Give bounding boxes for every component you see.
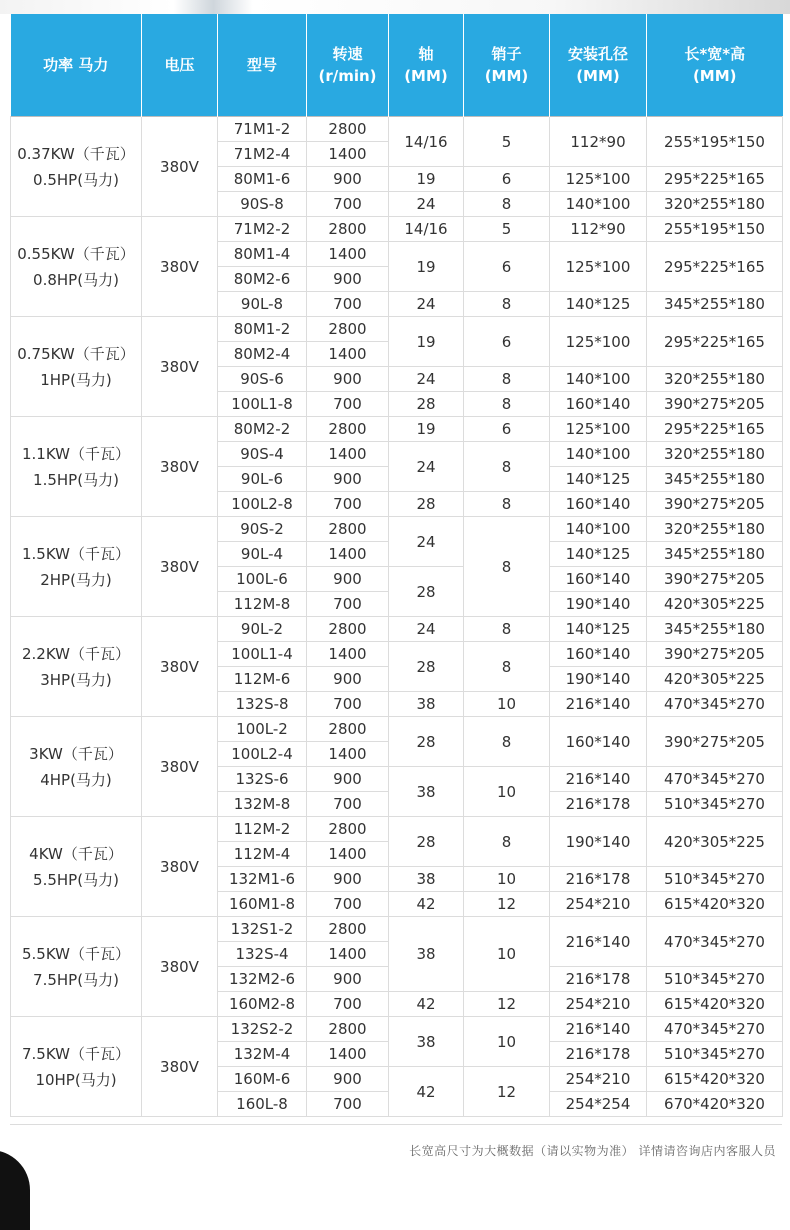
dimensions-cell: 345*255*180 — [647, 617, 783, 642]
speed-cell: 2800 — [307, 517, 389, 542]
power-cell — [11, 717, 142, 817]
shaft-cell: 19 — [389, 417, 464, 442]
header-pin: 销子 (MM) — [464, 14, 550, 117]
speed-cell: 900 — [307, 167, 389, 192]
dimensions-cell: 320*255*180 — [647, 517, 783, 542]
dimensions-cell: 615*420*320 — [647, 1067, 783, 1092]
speed-cell: 1400 — [307, 1042, 389, 1067]
speed-cell: 1400 — [307, 742, 389, 767]
model-cell: 160M-6 — [218, 1067, 307, 1092]
model-cell: 132S-6 — [218, 767, 307, 792]
mounting-hole-cell: 216*140 — [550, 1017, 647, 1042]
model-cell: 132S-8 — [218, 692, 307, 717]
voltage-cell: 380V — [142, 617, 218, 717]
pin-cell: 8 — [464, 517, 550, 617]
mounting-hole-cell: 254*210 — [550, 892, 647, 917]
speed-cell: 700 — [307, 992, 389, 1017]
shaft-cell: 19 — [389, 317, 464, 367]
model-cell: 100L1-4 — [218, 642, 307, 667]
model-cell: 90L-2 — [218, 617, 307, 642]
power-cell — [11, 417, 142, 517]
dimensions-cell: 345*255*180 — [647, 292, 783, 317]
mounting-hole-cell: 216*140 — [550, 917, 647, 967]
model-cell: 132M-4 — [218, 1042, 307, 1067]
speed-cell: 700 — [307, 492, 389, 517]
shaft-cell: 42 — [389, 1067, 464, 1117]
mounting-hole-cell: 125*100 — [550, 167, 647, 192]
power-cell — [11, 217, 142, 317]
table-header-row — [11, 14, 783, 117]
table-row — [11, 617, 783, 642]
shaft-cell: 19 — [389, 242, 464, 292]
power-kw: 5.5KW（千瓦） — [22, 944, 130, 963]
dimensions-cell: 255*195*150 — [647, 117, 783, 167]
shaft-cell: 24 — [389, 292, 464, 317]
pin-cell: 10 — [464, 917, 550, 992]
speed-cell: 1400 — [307, 842, 389, 867]
speed-cell: 1400 — [307, 342, 389, 367]
model-cell: 80M2-4 — [218, 342, 307, 367]
pin-cell: 12 — [464, 1067, 550, 1117]
pin-cell: 10 — [464, 1017, 550, 1067]
pin-cell: 8 — [464, 642, 550, 692]
table-body — [11, 117, 783, 1117]
header-power: 功率 马力 — [11, 14, 142, 117]
dimensions-cell: 345*255*180 — [647, 467, 783, 492]
header-shaft: 轴 (MM) — [389, 14, 464, 117]
power-kw: 0.75KW（千瓦） — [17, 344, 135, 363]
shaft-cell: 28 — [389, 717, 464, 767]
model-cell: 160L-8 — [218, 1092, 307, 1117]
pin-cell: 8 — [464, 717, 550, 767]
model-cell: 132S-4 — [218, 942, 307, 967]
pin-cell: 8 — [464, 192, 550, 217]
dimensions-cell: 390*275*205 — [647, 717, 783, 767]
mounting-hole-cell: 125*100 — [550, 242, 647, 292]
speed-cell: 700 — [307, 392, 389, 417]
shaft-cell: 24 — [389, 442, 464, 492]
dimensions-cell: 510*345*270 — [647, 792, 783, 817]
header-mounting-hole: 安装孔径 (MM) — [550, 14, 647, 117]
model-cell: 80M1-4 — [218, 242, 307, 267]
model-cell: 100L1-8 — [218, 392, 307, 417]
shaft-cell: 38 — [389, 867, 464, 892]
speed-cell: 900 — [307, 567, 389, 592]
speed-cell: 2800 — [307, 817, 389, 842]
speed-cell: 700 — [307, 1092, 389, 1117]
speed-cell: 2800 — [307, 117, 389, 142]
mounting-hole-cell: 216*178 — [550, 1042, 647, 1067]
dimensions-cell: 670*420*320 — [647, 1092, 783, 1117]
power-hp: 3HP(马力) — [40, 670, 112, 689]
shaft-cell: 28 — [389, 642, 464, 692]
model-cell: 132S2-2 — [218, 1017, 307, 1042]
model-cell: 132M1-6 — [218, 867, 307, 892]
voltage-cell: 380V — [142, 317, 218, 417]
mounting-hole-cell: 216*178 — [550, 867, 647, 892]
header-speed: 转速 (r/min) — [307, 14, 389, 117]
model-cell: 80M2-2 — [218, 417, 307, 442]
power-cell — [11, 317, 142, 417]
dimensions-cell: 510*345*270 — [647, 1042, 783, 1067]
speed-cell: 900 — [307, 867, 389, 892]
speed-cell: 2800 — [307, 617, 389, 642]
speed-cell: 1400 — [307, 142, 389, 167]
model-cell: 112M-8 — [218, 592, 307, 617]
speed-cell: 900 — [307, 667, 389, 692]
speed-cell: 1400 — [307, 642, 389, 667]
dimensions-cell: 345*255*180 — [647, 542, 783, 567]
power-cell — [11, 117, 142, 217]
power-cell — [11, 617, 142, 717]
shaft-cell: 38 — [389, 917, 464, 992]
top-photo-strip — [0, 0, 790, 14]
mounting-hole-cell: 216*178 — [550, 967, 647, 992]
model-cell: 132S1-2 — [218, 917, 307, 942]
model-cell: 90S-8 — [218, 192, 307, 217]
dimensions-cell: 420*305*225 — [647, 817, 783, 867]
voltage-cell: 380V — [142, 917, 218, 1017]
model-cell: 100L2-4 — [218, 742, 307, 767]
dimensions-cell: 470*345*270 — [647, 917, 783, 967]
voltage-cell: 380V — [142, 1017, 218, 1117]
mounting-hole-cell: 254*210 — [550, 992, 647, 1017]
voltage-cell: 380V — [142, 117, 218, 217]
dimensions-cell: 320*255*180 — [647, 442, 783, 467]
pin-cell: 12 — [464, 892, 550, 917]
pin-cell: 8 — [464, 442, 550, 492]
table-row — [11, 117, 783, 142]
voltage-cell: 380V — [142, 717, 218, 817]
power-kw: 2.2KW（千瓦） — [22, 644, 130, 663]
shaft-cell: 28 — [389, 492, 464, 517]
shaft-cell: 14/16 — [389, 217, 464, 242]
dimensions-cell: 510*345*270 — [647, 867, 783, 892]
model-cell: 80M2-6 — [218, 267, 307, 292]
table-row — [11, 817, 783, 842]
dimensions-cell: 320*255*180 — [647, 192, 783, 217]
speed-cell: 900 — [307, 367, 389, 392]
mounting-hole-cell: 216*140 — [550, 767, 647, 792]
speed-cell: 1400 — [307, 942, 389, 967]
mounting-hole-cell: 190*140 — [550, 592, 647, 617]
pin-cell: 8 — [464, 617, 550, 642]
mounting-hole-cell: 160*140 — [550, 717, 647, 767]
dimensions-cell: 390*275*205 — [647, 492, 783, 517]
speed-cell: 900 — [307, 467, 389, 492]
dimensions-cell: 420*305*225 — [647, 592, 783, 617]
dimensions-cell: 470*345*270 — [647, 692, 783, 717]
model-cell: 160M2-8 — [218, 992, 307, 1017]
power-hp: 7.5HP(马力) — [33, 970, 119, 989]
shaft-cell: 24 — [389, 517, 464, 567]
speed-cell: 700 — [307, 592, 389, 617]
model-cell: 71M2-2 — [218, 217, 307, 242]
model-cell: 112M-2 — [218, 817, 307, 842]
model-cell: 80M1-2 — [218, 317, 307, 342]
model-cell: 112M-6 — [218, 667, 307, 692]
mounting-hole-cell: 140*125 — [550, 467, 647, 492]
mounting-hole-cell: 160*140 — [550, 392, 647, 417]
shaft-cell: 38 — [389, 767, 464, 817]
model-cell: 90S-4 — [218, 442, 307, 467]
pin-cell: 6 — [464, 317, 550, 367]
mounting-hole-cell: 160*140 — [550, 567, 647, 592]
model-cell: 132M-8 — [218, 792, 307, 817]
mounting-hole-cell: 160*140 — [550, 492, 647, 517]
dimensions-cell: 420*305*225 — [647, 667, 783, 692]
pin-cell: 6 — [464, 417, 550, 442]
speed-cell: 2800 — [307, 317, 389, 342]
model-cell: 132M2-6 — [218, 967, 307, 992]
speed-cell: 700 — [307, 192, 389, 217]
power-hp: 4HP(马力) — [40, 770, 112, 789]
voltage-cell: 380V — [142, 417, 218, 517]
mounting-hole-cell: 140*100 — [550, 367, 647, 392]
power-cell — [11, 817, 142, 917]
mounting-hole-cell: 254*254 — [550, 1092, 647, 1117]
power-hp: 0.8HP(马力) — [33, 270, 119, 289]
header-voltage: 电压 — [142, 14, 218, 117]
mounting-hole-cell: 160*140 — [550, 642, 647, 667]
table-row — [11, 417, 783, 442]
model-cell: 90L-8 — [218, 292, 307, 317]
speed-cell: 1400 — [307, 442, 389, 467]
power-kw: 3KW（千瓦） — [29, 744, 123, 763]
mounting-hole-cell: 112*90 — [550, 117, 647, 167]
speed-cell: 900 — [307, 967, 389, 992]
shaft-cell: 14/16 — [389, 117, 464, 167]
mounting-hole-cell: 140*125 — [550, 617, 647, 642]
speed-cell: 2800 — [307, 217, 389, 242]
model-cell: 90L-6 — [218, 467, 307, 492]
mounting-hole-cell: 140*125 — [550, 542, 647, 567]
power-cell — [11, 1017, 142, 1117]
power-hp: 1.5HP(马力) — [33, 470, 119, 489]
shaft-cell: 24 — [389, 367, 464, 392]
shaft-cell: 38 — [389, 692, 464, 717]
voltage-cell: 380V — [142, 517, 218, 617]
power-hp: 10HP(马力) — [35, 1070, 117, 1089]
model-cell: 90S-2 — [218, 517, 307, 542]
motor-spec-table — [10, 14, 783, 1117]
power-kw: 1.5KW（千瓦） — [22, 544, 130, 563]
header-dimensions: 长*宽*高 (MM) — [647, 14, 783, 117]
mounting-hole-cell: 190*140 — [550, 667, 647, 692]
mounting-hole-cell: 140*100 — [550, 442, 647, 467]
dimensions-cell: 390*275*205 — [647, 642, 783, 667]
dimensions-cell: 470*345*270 — [647, 1017, 783, 1042]
pin-cell: 8 — [464, 817, 550, 867]
pin-cell: 10 — [464, 692, 550, 717]
speed-cell: 900 — [307, 267, 389, 292]
dimensions-cell: 615*420*320 — [647, 992, 783, 1017]
speed-cell: 900 — [307, 767, 389, 792]
pin-cell: 8 — [464, 367, 550, 392]
dimensions-cell: 295*225*165 — [647, 167, 783, 192]
pin-cell: 8 — [464, 492, 550, 517]
speed-cell: 2800 — [307, 1017, 389, 1042]
model-cell: 100L-2 — [218, 717, 307, 742]
pin-cell: 6 — [464, 167, 550, 192]
dimensions-cell: 295*225*165 — [647, 417, 783, 442]
pin-cell: 10 — [464, 767, 550, 817]
pin-cell: 6 — [464, 242, 550, 292]
shaft-cell: 28 — [389, 567, 464, 617]
dimensions-cell: 255*195*150 — [647, 217, 783, 242]
dimensions-cell: 295*225*165 — [647, 242, 783, 292]
model-cell: 90L-4 — [218, 542, 307, 567]
speed-cell: 2800 — [307, 917, 389, 942]
mounting-hole-cell: 112*90 — [550, 217, 647, 242]
mounting-hole-cell: 216*178 — [550, 792, 647, 817]
speed-cell: 700 — [307, 792, 389, 817]
pin-cell: 8 — [464, 392, 550, 417]
table-row — [11, 717, 783, 742]
model-cell: 112M-4 — [218, 842, 307, 867]
shaft-cell: 42 — [389, 992, 464, 1017]
dimensions-cell: 615*420*320 — [647, 892, 783, 917]
model-cell: 100L-6 — [218, 567, 307, 592]
power-hp: 1HP(马力) — [40, 370, 112, 389]
shaft-cell: 28 — [389, 392, 464, 417]
voltage-cell: 380V — [142, 217, 218, 317]
power-kw: 7.5KW（千瓦） — [22, 1044, 130, 1063]
shaft-cell: 24 — [389, 617, 464, 642]
mounting-hole-cell: 190*140 — [550, 817, 647, 867]
table-row — [11, 517, 783, 542]
speed-cell: 1400 — [307, 242, 389, 267]
power-hp: 2HP(马力) — [40, 570, 112, 589]
mounting-hole-cell: 254*210 — [550, 1067, 647, 1092]
pin-cell: 5 — [464, 117, 550, 167]
table-row — [11, 217, 783, 242]
model-cell: 100L2-8 — [218, 492, 307, 517]
shaft-cell: 28 — [389, 817, 464, 867]
model-cell: 160M1-8 — [218, 892, 307, 917]
power-hp: 0.5HP(马力) — [33, 170, 119, 189]
mounting-hole-cell: 140*100 — [550, 192, 647, 217]
model-cell: 90S-6 — [218, 367, 307, 392]
model-cell: 80M1-6 — [218, 167, 307, 192]
mounting-hole-cell: 140*125 — [550, 292, 647, 317]
table-row — [11, 917, 783, 942]
table-row — [11, 317, 783, 342]
dimensions-cell: 390*275*205 — [647, 567, 783, 592]
mounting-hole-cell: 125*100 — [550, 417, 647, 442]
speed-cell: 700 — [307, 692, 389, 717]
model-cell: 71M1-2 — [218, 117, 307, 142]
power-kw: 1.1KW（千瓦） — [22, 444, 130, 463]
power-kw: 4KW（千瓦） — [29, 844, 123, 863]
speed-cell: 900 — [307, 1067, 389, 1092]
dimensions-cell: 510*345*270 — [647, 967, 783, 992]
pin-cell: 8 — [464, 292, 550, 317]
shaft-cell: 38 — [389, 1017, 464, 1067]
speed-cell: 2800 — [307, 717, 389, 742]
shaft-cell: 19 — [389, 167, 464, 192]
table-bottom-rule — [10, 1124, 782, 1125]
speed-cell: 700 — [307, 892, 389, 917]
pin-cell: 10 — [464, 867, 550, 892]
shaft-cell: 42 — [389, 892, 464, 917]
power-kw: 0.37KW（千瓦） — [17, 144, 135, 163]
pin-cell: 5 — [464, 217, 550, 242]
power-kw: 0.55KW（千瓦） — [17, 244, 135, 263]
dimensions-cell: 320*255*180 — [647, 367, 783, 392]
mounting-hole-cell: 125*100 — [550, 317, 647, 367]
dimensions-cell: 470*345*270 — [647, 767, 783, 792]
mounting-hole-cell: 140*100 — [550, 517, 647, 542]
speed-cell: 700 — [307, 292, 389, 317]
voltage-cell: 380V — [142, 817, 218, 917]
dimensions-cell: 295*225*165 — [647, 317, 783, 367]
device-corner — [0, 1150, 30, 1230]
mounting-hole-cell: 216*140 — [550, 692, 647, 717]
power-cell — [11, 517, 142, 617]
power-cell — [11, 917, 142, 1017]
power-hp: 5.5HP(马力) — [33, 870, 119, 889]
header-model: 型号 — [218, 14, 307, 117]
shaft-cell: 24 — [389, 192, 464, 217]
dimensions-cell: 390*275*205 — [647, 392, 783, 417]
speed-cell: 2800 — [307, 417, 389, 442]
speed-cell: 1400 — [307, 542, 389, 567]
pin-cell: 12 — [464, 992, 550, 1017]
footnote: 长宽高尺寸为大概数据（请以实物为准） 详情请咨询店内客服人员 — [409, 1144, 776, 1158]
table-row — [11, 1017, 783, 1042]
model-cell: 71M2-4 — [218, 142, 307, 167]
